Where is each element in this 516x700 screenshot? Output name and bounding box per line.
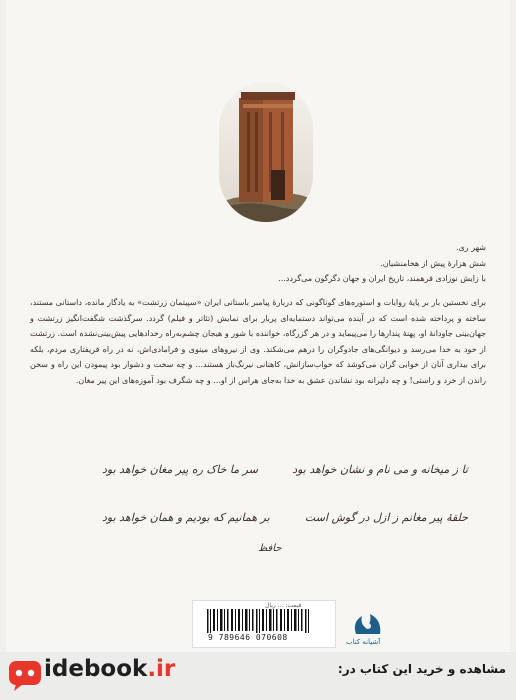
verse-line-1-left: سر ما خاک ره پیر مغان خواهد بود — [102, 463, 258, 476]
intro-line-2: شش هزارهٔ پیش از هخامنشیان. — [380, 258, 486, 268]
tower-photo — [219, 82, 313, 222]
intro-text — [66, 240, 486, 287]
promo-text: مشاهده و خرید این کتاب در: — [337, 662, 506, 676]
isbn-number: 9 789646 070608 — [208, 633, 288, 642]
logo-tld: .ir — [147, 656, 176, 682]
logo-main: idebook — [44, 656, 148, 682]
verse-line-1-right: تا ز میخانه و می نام و نشان خواهد بود — [292, 463, 468, 476]
publisher-name: آشیانه کتاب — [346, 638, 381, 646]
verse-line-2-left: بر همانیم که بودیم و همان خواهد بود — [102, 511, 270, 524]
idebook-logo[interactable] — [44, 656, 175, 682]
poet-name: حافظ — [258, 543, 282, 554]
publisher-logo-icon — [348, 612, 388, 640]
description-paragraph: برای نخستین بار بر پایهٔ روایات و استوره‌های گوناگونی که دربارهٔ پیامبر باستانی ایران «سپیتمان زرتشت» به یادگار مانده، داستانی مستند، ساخته و پرداخته شده است که در آینده می‌تواند دستمایه‌ای پربار برای نمایش (تئاتر و فیلم) گردد. سرگذشت شگفت‌انگیز زرتشت و جهان‌بینی جاودانهٔ او، پهنهٔ پندارها را می‌پیماید و در هر گزرگاه، خواننده با شور و هیجان چشم‌به‌راه رخدادهایی پیش‌بینی‌نشده است. زرتشت از خود به خدا می‌رسد و دیوانگی‌های جادوگران را درهم می‌شکند. وی از نیروهای مینوی و فرامادی‌اش، نه در راه فریفتاری مردم، بلکه برای بیداری آنان از خوابی گران می‌کوشد که خواب‌سازانش، کاهنانی نیرنگ‌باز هستند... و چه سخت و دشوار بود پیمودن این راه و سخن راندن از خرد و راستی! و چه دلپرانه بود نشاندن عشق به خدا به‌جای هراس از او... و چه شگرف بود آموزه‌های این پیر مغان. — [30, 298, 486, 385]
verse-line-2-right: حلقهٔ پیر مغانم ز ازل در گوش است — [304, 511, 468, 524]
price-label: قیمت: ... ریال — [265, 602, 302, 609]
intro-line-3: با زایش نوزادی فرهمند، تاریخ ایران و جهان دگرگون می‌گردد... — [278, 274, 486, 284]
idebook-chat-icon — [8, 660, 42, 692]
intro-line-1: شهر ری. — [455, 243, 486, 252]
